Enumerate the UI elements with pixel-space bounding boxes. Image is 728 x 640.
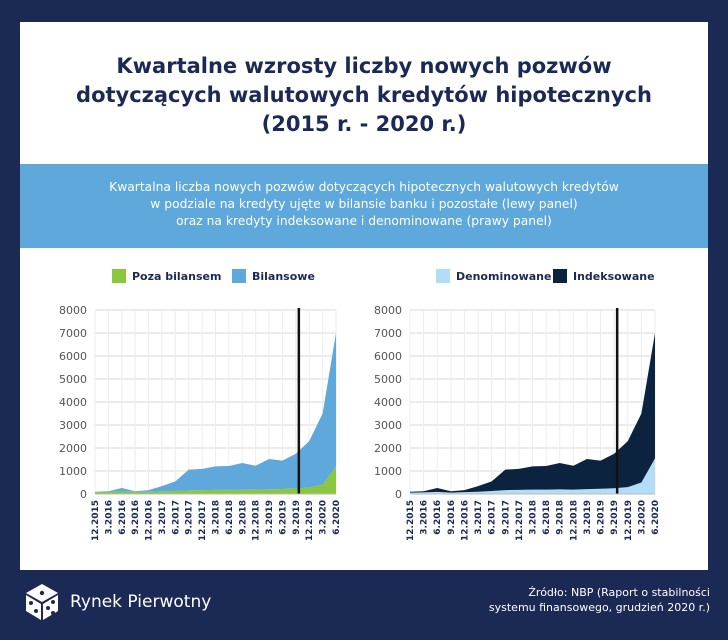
legend-label: Indeksowane	[573, 270, 655, 283]
x-tick-label: 3.2020	[637, 500, 648, 535]
x-tick-label: 12.2018	[569, 500, 580, 541]
x-tick-label: 12.2018	[251, 500, 262, 541]
x-tick-label: 6.2016	[117, 500, 128, 535]
x-tick-label: 6.2018	[224, 500, 235, 535]
y-tick-label: 2000	[374, 442, 402, 455]
x-tick-label: 9.2016	[446, 500, 457, 535]
x-tick-label: 3.2016	[419, 500, 430, 535]
x-tick-label: 3.2019	[582, 500, 593, 535]
legend-swatch	[112, 269, 126, 283]
source-line-2: systemu finansowego, grudzień 2020 r.)	[488, 601, 710, 614]
y-tick-label: 1000	[374, 465, 402, 478]
x-tick-label: 9.2018	[555, 500, 566, 535]
x-tick-label: 3.2018	[211, 500, 222, 535]
x-tick-label: 9.2019	[291, 500, 302, 535]
x-tick-label: 6.2017	[171, 500, 182, 535]
x-tick-label: 12.2017	[198, 500, 209, 541]
legend-label: Poza bilansem	[132, 270, 222, 283]
x-tick-label: 6.2016	[433, 500, 444, 535]
y-tick-label: 7000	[374, 327, 402, 340]
x-tick-label: 9.2016	[131, 500, 142, 535]
rynek-pierwotny-logo-icon	[24, 582, 60, 622]
y-tick-label: 6000	[59, 350, 87, 363]
legend-swatch	[232, 269, 246, 283]
y-tick-label: 3000	[59, 419, 87, 432]
x-tick-label: 3.2017	[157, 500, 168, 535]
x-tick-label: 3.2018	[528, 500, 539, 535]
x-tick-label: 3.2020	[318, 500, 329, 535]
x-tick-label: 9.2018	[238, 500, 249, 535]
x-tick-label: 12.2019	[305, 500, 316, 541]
x-tick-label: 12.2016	[144, 500, 155, 541]
x-tick-label: 9.2017	[501, 500, 512, 535]
x-tick-label: 6.2020	[332, 500, 342, 535]
x-tick-label: 9.2017	[184, 500, 195, 535]
x-tick-label: 12.2017	[514, 500, 525, 541]
y-tick-label: 7000	[59, 327, 87, 340]
legend-swatch	[553, 269, 567, 283]
title-line-3: (2015 r. - 2020 r.)	[261, 112, 467, 136]
x-tick-label: 12.2019	[623, 500, 634, 541]
source-note	[450, 585, 710, 615]
y-tick-label: 2000	[59, 442, 87, 455]
y-tick-label: 6000	[374, 350, 402, 363]
brand-name: Rynek Pierwotny	[70, 592, 212, 612]
x-tick-label: 3.2016	[104, 500, 115, 535]
x-tick-label: 9.2019	[610, 500, 621, 535]
x-tick-label: 12.2016	[460, 500, 471, 541]
y-tick-label: 5000	[59, 373, 87, 386]
y-tick-label: 3000	[374, 419, 402, 432]
x-tick-label: 6.2019	[278, 500, 289, 535]
legend-swatch	[436, 269, 450, 283]
x-tick-label: 3.2017	[474, 500, 485, 535]
x-tick-label: 6.2019	[596, 500, 607, 535]
y-tick-label: 4000	[374, 396, 402, 409]
subtitle-line-1: Kwartalna liczba nowych pozwów dotyczących hipotecznych walutowych kredytów	[109, 180, 619, 194]
legend-label: Denominowane	[456, 270, 552, 283]
y-tick-label: 1000	[59, 465, 87, 478]
subtitle-line-3: oraz na kredyty indeksowane i denominowane (prawy panel)	[176, 214, 552, 228]
y-tick-label: 0	[395, 488, 402, 501]
title-line-1: Kwartalne wzrosty liczby nowych pozwów	[116, 54, 612, 78]
y-tick-label: 8000	[59, 304, 87, 317]
x-tick-label: 12.2015	[91, 500, 101, 541]
subtitle-line-2: w podziale na kredyty ujęte w bilansie banku i pozostałe (lewy panel)	[150, 197, 578, 211]
y-tick-label: 8000	[374, 304, 402, 317]
x-tick-label: 6.2017	[487, 499, 498, 535]
y-tick-label: 4000	[59, 396, 87, 409]
title-line-2: dotyczących walutowych kredytów hipotecznych	[76, 83, 652, 107]
x-tick-label: 6.2018	[542, 500, 553, 535]
y-tick-label: 0	[80, 488, 87, 501]
x-tick-label: 6.2020	[651, 500, 661, 535]
source-line-1: Źródło: NBP (Raport o stabilności	[528, 586, 710, 599]
x-tick-label: 12.2015	[406, 500, 416, 541]
legend-label: Bilansowe	[252, 270, 315, 283]
y-tick-label: 5000	[374, 373, 402, 386]
x-tick-label: 3.2019	[265, 500, 276, 535]
